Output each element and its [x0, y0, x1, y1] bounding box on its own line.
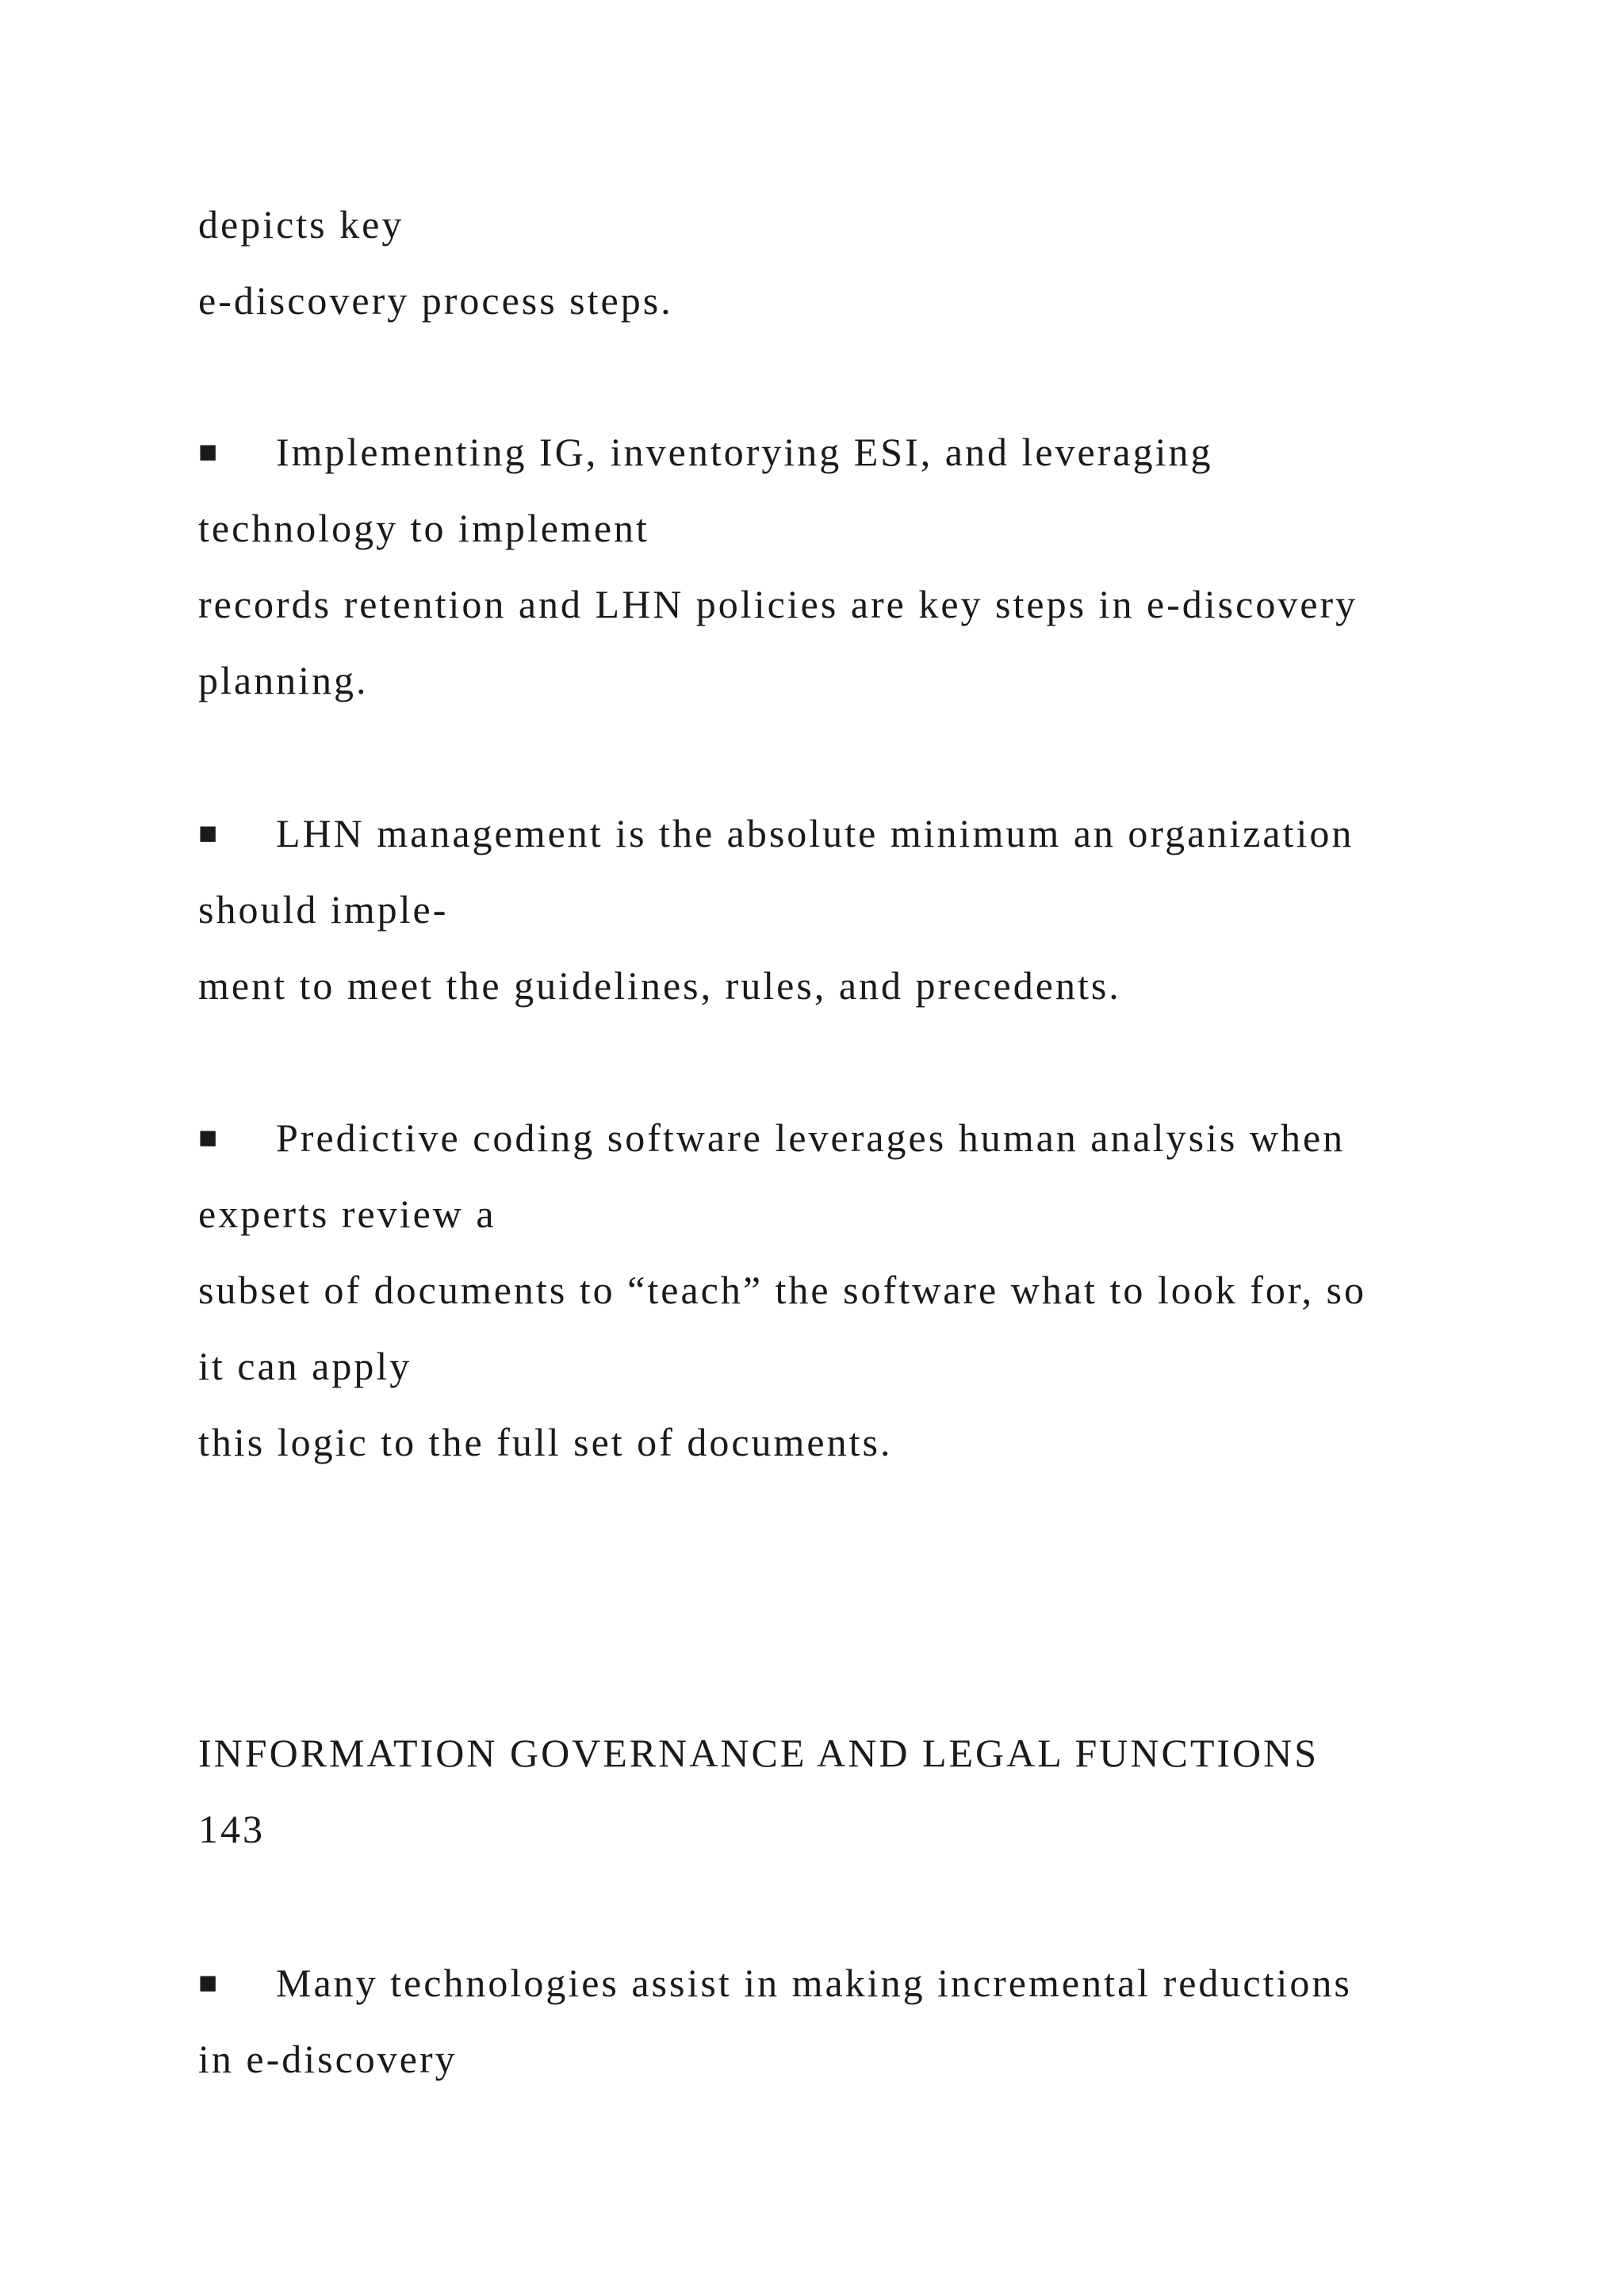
bullet-3-line-4: it can apply — [198, 1344, 412, 1388]
bullet-1-text: Implementing IG, inventorying ESI, and leveraging — [276, 430, 1213, 474]
bullet-square-icon: ■ — [198, 434, 220, 469]
bullet-3-line-1 — [198, 1115, 1346, 1160]
bullet-4-line-2: in e-discovery — [198, 2037, 458, 2081]
bullet-1-line-3: records retention and LHN policies are key steps in e-discovery — [198, 582, 1358, 626]
bullet-4-line-1 — [198, 1963, 1352, 2003]
bullet-square-icon: ■ — [198, 1965, 220, 2000]
bullet-2-line-3: ment to meet the guidelines, rules, and precedents. — [198, 963, 1121, 1008]
intro-line-1: depicts key — [198, 202, 404, 247]
bullet-square-icon: ■ — [198, 1119, 220, 1155]
bullet-2-line-2: should imple- — [198, 887, 449, 932]
intro-line-2: e-discovery process steps. — [198, 278, 673, 323]
bullet-1-line-1 — [198, 432, 1212, 472]
page-number: 143 — [198, 1807, 265, 1851]
bullet-2-text: LHN management is the absolute minimum an organization — [276, 811, 1354, 855]
bullet-1-line-2: technology to implement — [198, 506, 649, 550]
bullet-3-line-3: subset of documents to “teach” the software what to look for, so — [198, 1268, 1366, 1312]
bullet-3-text: Predictive coding software leverages human analysis when — [276, 1115, 1346, 1160]
bullet-4-text: Many technologies assist in making incremental reductions — [276, 1961, 1352, 2005]
bullet-square-icon: ■ — [198, 815, 220, 851]
running-header-title: INFORMATION GOVERNANCE AND LEGAL FUNCTIONS — [198, 1731, 1320, 1775]
bullet-3-line-2: experts review a — [198, 1192, 496, 1236]
bullet-2-line-1 — [198, 813, 1354, 853]
bullet-3-line-5: this logic to the full set of documents. — [198, 1420, 893, 1464]
bullet-1-line-4: planning. — [198, 658, 369, 702]
